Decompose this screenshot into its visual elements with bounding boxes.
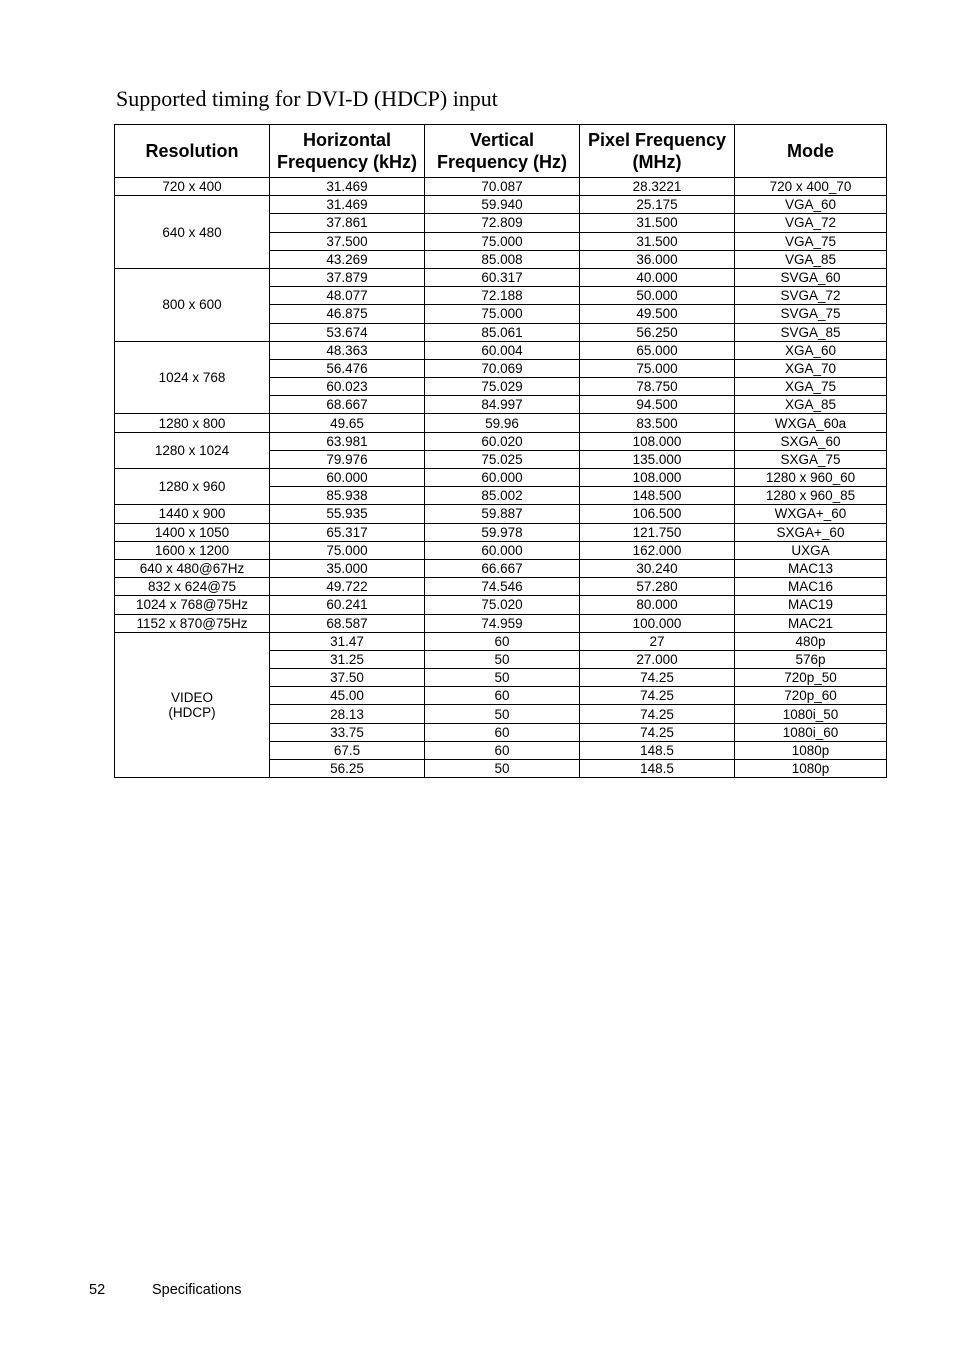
horizontal-frequency-cell: 67.5 — [270, 741, 425, 759]
vertical-frequency-cell: 60 — [425, 632, 580, 650]
mode-cell: 720 x 400_70 — [735, 178, 887, 196]
horizontal-frequency-cell: 43.269 — [270, 250, 425, 268]
resolution-cell: 640 x 480@67Hz — [115, 559, 270, 577]
mode-cell: VGA_60 — [735, 196, 887, 214]
pixel-frequency-cell: 135.000 — [580, 450, 735, 468]
pixel-frequency-cell: 25.175 — [580, 196, 735, 214]
horizontal-frequency-cell: 37.500 — [270, 232, 425, 250]
mode-cell: VGA_85 — [735, 250, 887, 268]
mode-cell: VGA_75 — [735, 232, 887, 250]
resolution-cell: 1400 x 1050 — [115, 523, 270, 541]
table-row — [115, 596, 887, 614]
mode-cell: SVGA_60 — [735, 268, 887, 286]
vertical-frequency-cell: 59.978 — [425, 523, 580, 541]
pixel-frequency-cell: 74.25 — [580, 669, 735, 687]
vertical-frequency-cell: 85.061 — [425, 323, 580, 341]
vertical-frequency-cell: 60.004 — [425, 341, 580, 359]
vertical-frequency-cell: 75.000 — [425, 232, 580, 250]
mode-cell: XGA_70 — [735, 359, 887, 377]
resolution-cell: 1600 x 1200 — [115, 541, 270, 559]
header-vertical-frequency: Vertical Frequency (Hz) — [425, 125, 580, 178]
pixel-frequency-cell: 108.000 — [580, 469, 735, 487]
mode-cell: XGA_85 — [735, 396, 887, 414]
table-row — [115, 196, 887, 214]
vertical-frequency-cell: 74.959 — [425, 614, 580, 632]
vertical-frequency-cell: 60.317 — [425, 268, 580, 286]
pixel-frequency-cell: 74.25 — [580, 723, 735, 741]
horizontal-frequency-cell: 65.317 — [270, 523, 425, 541]
horizontal-frequency-cell: 68.667 — [270, 396, 425, 414]
mode-cell: MAC13 — [735, 559, 887, 577]
horizontal-frequency-cell: 48.363 — [270, 341, 425, 359]
horizontal-frequency-cell: 49.722 — [270, 578, 425, 596]
horizontal-frequency-cell: 37.879 — [270, 268, 425, 286]
timing-table — [114, 124, 887, 778]
mode-cell: SXGA+_60 — [735, 523, 887, 541]
pixel-frequency-cell: 49.500 — [580, 305, 735, 323]
resolution-cell: 1152 x 870@75Hz — [115, 614, 270, 632]
pixel-frequency-cell: 108.000 — [580, 432, 735, 450]
mode-cell: XGA_75 — [735, 378, 887, 396]
table-row — [115, 632, 887, 650]
horizontal-frequency-cell: 49.65 — [270, 414, 425, 432]
mode-cell: 1080i_50 — [735, 705, 887, 723]
mode-cell: WXGA+_60 — [735, 505, 887, 523]
pixel-frequency-cell: 80.000 — [580, 596, 735, 614]
vertical-frequency-cell: 50 — [425, 669, 580, 687]
vertical-frequency-cell: 66.667 — [425, 559, 580, 577]
horizontal-frequency-cell: 48.077 — [270, 287, 425, 305]
pixel-frequency-cell: 31.500 — [580, 214, 735, 232]
resolution-cell: VIDEO (HDCP) — [115, 632, 270, 778]
resolution-cell: 1280 x 800 — [115, 414, 270, 432]
pixel-frequency-cell: 50.000 — [580, 287, 735, 305]
mode-cell: MAC19 — [735, 596, 887, 614]
pixel-frequency-cell: 148.500 — [580, 487, 735, 505]
vertical-frequency-cell: 60 — [425, 741, 580, 759]
vertical-frequency-cell: 84.997 — [425, 396, 580, 414]
horizontal-frequency-cell: 60.241 — [270, 596, 425, 614]
mode-cell: 576p — [735, 650, 887, 668]
horizontal-frequency-cell: 75.000 — [270, 541, 425, 559]
page-number: 52 — [89, 1282, 106, 1298]
pixel-frequency-cell: 36.000 — [580, 250, 735, 268]
table-row — [115, 268, 887, 286]
resolution-cell: 1280 x 1024 — [115, 432, 270, 468]
table-row — [115, 523, 887, 541]
mode-cell: 1080i_60 — [735, 723, 887, 741]
table-header-row — [115, 125, 887, 178]
mode-cell: 1280 x 960_85 — [735, 487, 887, 505]
footer-section: Specifications — [152, 1282, 242, 1298]
pixel-frequency-cell: 78.750 — [580, 378, 735, 396]
mode-cell: SVGA_72 — [735, 287, 887, 305]
vertical-frequency-cell: 60 — [425, 687, 580, 705]
pixel-frequency-cell: 75.000 — [580, 359, 735, 377]
page-title: Supported timing for DVI-D (HDCP) input — [116, 86, 498, 111]
horizontal-frequency-cell: 60.023 — [270, 378, 425, 396]
pixel-frequency-cell: 100.000 — [580, 614, 735, 632]
vertical-frequency-cell: 70.087 — [425, 178, 580, 196]
resolution-cell: 800 x 600 — [115, 268, 270, 341]
pixel-frequency-cell: 74.25 — [580, 705, 735, 723]
vertical-frequency-cell: 59.96 — [425, 414, 580, 432]
horizontal-frequency-cell: 53.674 — [270, 323, 425, 341]
pixel-frequency-cell: 94.500 — [580, 396, 735, 414]
horizontal-frequency-cell: 85.938 — [270, 487, 425, 505]
pixel-frequency-cell: 148.5 — [580, 741, 735, 759]
mode-cell: 1080p — [735, 760, 887, 778]
pixel-frequency-cell: 27.000 — [580, 650, 735, 668]
vertical-frequency-cell: 75.029 — [425, 378, 580, 396]
table-row — [115, 178, 887, 196]
table-row — [115, 541, 887, 559]
resolution-cell: 1280 x 960 — [115, 469, 270, 505]
mode-cell: VGA_72 — [735, 214, 887, 232]
mode-cell: UXGA — [735, 541, 887, 559]
vertical-frequency-cell: 60 — [425, 723, 580, 741]
horizontal-frequency-cell: 63.981 — [270, 432, 425, 450]
mode-cell: MAC16 — [735, 578, 887, 596]
vertical-frequency-cell: 75.025 — [425, 450, 580, 468]
horizontal-frequency-cell: 31.47 — [270, 632, 425, 650]
mode-cell: 720p_60 — [735, 687, 887, 705]
mode-cell: 1280 x 960_60 — [735, 469, 887, 487]
vertical-frequency-cell: 59.887 — [425, 505, 580, 523]
pixel-frequency-cell: 31.500 — [580, 232, 735, 250]
header-mode: Mode — [735, 125, 887, 178]
vertical-frequency-cell: 85.002 — [425, 487, 580, 505]
pixel-frequency-cell: 40.000 — [580, 268, 735, 286]
vertical-frequency-cell: 72.188 — [425, 287, 580, 305]
pixel-frequency-cell: 57.280 — [580, 578, 735, 596]
table-row — [115, 469, 887, 487]
table-row — [115, 505, 887, 523]
vertical-frequency-cell: 50 — [425, 705, 580, 723]
resolution-cell: 832 x 624@75 — [115, 578, 270, 596]
vertical-frequency-cell: 60.000 — [425, 541, 580, 559]
vertical-frequency-cell: 50 — [425, 760, 580, 778]
vertical-frequency-cell: 59.940 — [425, 196, 580, 214]
pixel-frequency-cell: 65.000 — [580, 341, 735, 359]
header-horizontal-frequency: Horizontal Frequency (kHz) — [270, 125, 425, 178]
horizontal-frequency-cell: 56.25 — [270, 760, 425, 778]
table-row — [115, 614, 887, 632]
table-row — [115, 341, 887, 359]
resolution-cell: 720 x 400 — [115, 178, 270, 196]
horizontal-frequency-cell: 37.861 — [270, 214, 425, 232]
resolution-cell: 1440 x 900 — [115, 505, 270, 523]
pixel-frequency-cell: 121.750 — [580, 523, 735, 541]
vertical-frequency-cell: 60.020 — [425, 432, 580, 450]
pixel-frequency-cell: 74.25 — [580, 687, 735, 705]
horizontal-frequency-cell: 33.75 — [270, 723, 425, 741]
mode-cell: MAC21 — [735, 614, 887, 632]
horizontal-frequency-cell: 46.875 — [270, 305, 425, 323]
resolution-cell: 640 x 480 — [115, 196, 270, 269]
pixel-frequency-cell: 27 — [580, 632, 735, 650]
horizontal-frequency-cell: 60.000 — [270, 469, 425, 487]
mode-cell: XGA_60 — [735, 341, 887, 359]
pixel-frequency-cell: 28.3221 — [580, 178, 735, 196]
pixel-frequency-cell: 148.5 — [580, 760, 735, 778]
vertical-frequency-cell: 85.008 — [425, 250, 580, 268]
horizontal-frequency-cell: 55.935 — [270, 505, 425, 523]
table-row — [115, 432, 887, 450]
horizontal-frequency-cell: 31.469 — [270, 196, 425, 214]
vertical-frequency-cell: 60.000 — [425, 469, 580, 487]
horizontal-frequency-cell: 31.469 — [270, 178, 425, 196]
pixel-frequency-cell: 162.000 — [580, 541, 735, 559]
mode-cell: SXGA_60 — [735, 432, 887, 450]
horizontal-frequency-cell: 68.587 — [270, 614, 425, 632]
table-row — [115, 414, 887, 432]
mode-cell: 1080p — [735, 741, 887, 759]
vertical-frequency-cell: 50 — [425, 650, 580, 668]
horizontal-frequency-cell: 28.13 — [270, 705, 425, 723]
resolution-cell: 1024 x 768 — [115, 341, 270, 414]
table-row — [115, 578, 887, 596]
vertical-frequency-cell: 74.546 — [425, 578, 580, 596]
horizontal-frequency-cell: 37.50 — [270, 669, 425, 687]
mode-cell: 720p_50 — [735, 669, 887, 687]
mode-cell: SVGA_85 — [735, 323, 887, 341]
horizontal-frequency-cell: 45.00 — [270, 687, 425, 705]
table-row — [115, 559, 887, 577]
horizontal-frequency-cell: 35.000 — [270, 559, 425, 577]
header-pixel-frequency: Pixel Frequency (MHz) — [580, 125, 735, 178]
pixel-frequency-cell: 83.500 — [580, 414, 735, 432]
vertical-frequency-cell: 72.809 — [425, 214, 580, 232]
resolution-cell: 1024 x 768@75Hz — [115, 596, 270, 614]
mode-cell: WXGA_60a — [735, 414, 887, 432]
vertical-frequency-cell: 70.069 — [425, 359, 580, 377]
pixel-frequency-cell: 106.500 — [580, 505, 735, 523]
horizontal-frequency-cell: 79.976 — [270, 450, 425, 468]
pixel-frequency-cell: 56.250 — [580, 323, 735, 341]
mode-cell: SXGA_75 — [735, 450, 887, 468]
horizontal-frequency-cell: 31.25 — [270, 650, 425, 668]
horizontal-frequency-cell: 56.476 — [270, 359, 425, 377]
header-resolution: Resolution — [115, 125, 270, 178]
vertical-frequency-cell: 75.000 — [425, 305, 580, 323]
pixel-frequency-cell: 30.240 — [580, 559, 735, 577]
vertical-frequency-cell: 75.020 — [425, 596, 580, 614]
mode-cell: SVGA_75 — [735, 305, 887, 323]
mode-cell: 480p — [735, 632, 887, 650]
